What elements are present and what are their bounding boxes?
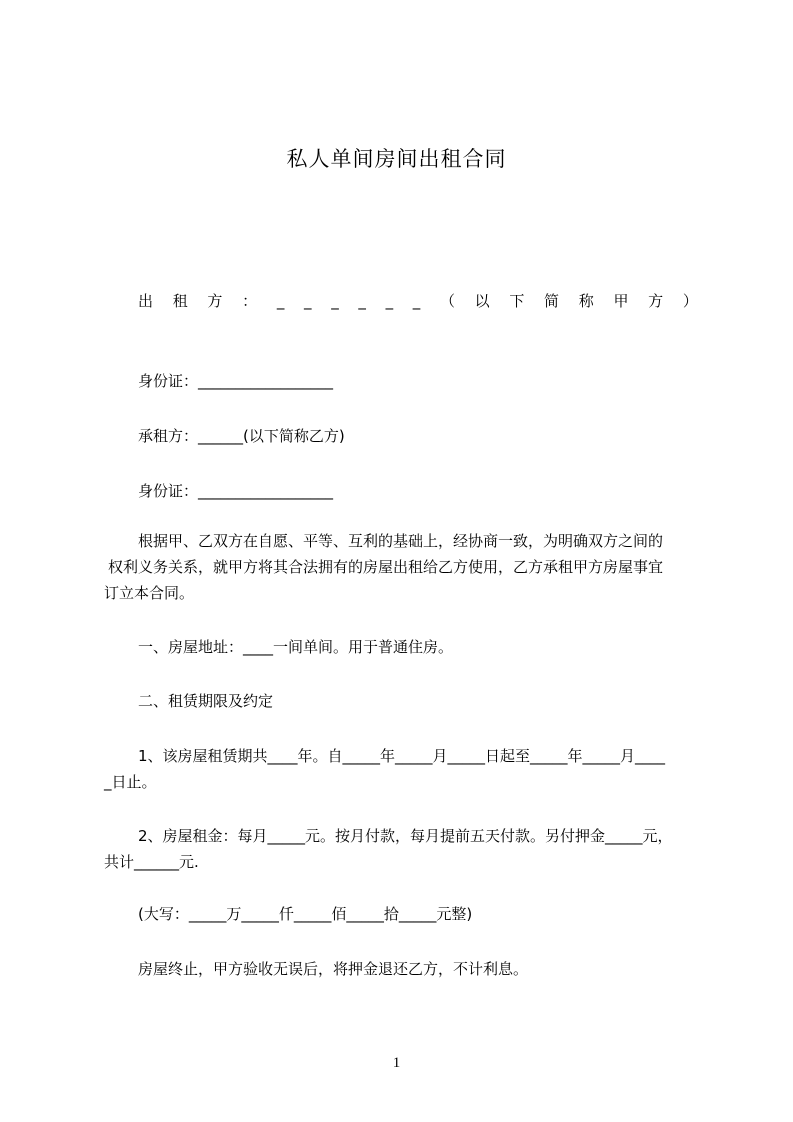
- document-title: 私人单间房间出租合同: [286, 147, 507, 171]
- lessor-char: _: [276, 292, 285, 310]
- lessor-char: _: [412, 292, 421, 310]
- lessor-char: 方: [207, 292, 223, 310]
- lessor-char: 租: [172, 292, 188, 310]
- lessor-char: _: [331, 292, 339, 310]
- intro-line-1: 根据甲、乙双方在自愿、平等、互利的基础上，经协商一致，为明确双方之间的: [138, 532, 664, 550]
- clause-2-heading: 二、租赁期限及约定: [138, 692, 274, 710]
- rent-line-2: 共计______元.: [104, 853, 199, 871]
- term-line-2: _日止。: [104, 773, 157, 791]
- lessor-char: ）: [682, 292, 698, 310]
- clause-1-address: 一、房屋地址：____一间单间。用于普通住房。: [138, 638, 454, 656]
- lessor-char: 出: [138, 292, 154, 310]
- lessor-char: 简: [544, 292, 560, 310]
- lessor-char: 以: [474, 292, 490, 310]
- lessor-line: [138, 290, 698, 312]
- lessor-char: 下: [509, 292, 525, 310]
- lessor-char: 称: [578, 292, 594, 310]
- intro-line-3: 订立本合同。: [104, 584, 195, 602]
- term-line-1: 1、该房屋租赁期共____年。自_____年_____月_____日起至_____年_____月____: [138, 747, 666, 765]
- intro-line-2: 权利义务关系，就甲方将其合法拥有的房屋出租给乙方使用，乙方承租甲方房屋事宜: [108, 558, 664, 576]
- lessor-char: （: [439, 292, 455, 310]
- lessor-id-line: 身份证：__________________: [138, 372, 334, 390]
- lessor-char: 甲: [613, 292, 629, 310]
- lessee-line: 承租方：______(以下简称乙方): [138, 427, 345, 445]
- lessor-char: 方: [648, 292, 664, 310]
- lessor-char: _: [304, 292, 312, 310]
- lessor-char: ：: [242, 292, 258, 310]
- lessor-char: _: [385, 292, 394, 310]
- lessee-id-line: 身份证：__________________: [138, 482, 334, 500]
- deposit-note: 房屋终止，甲方验收无误后，将押金退还乙方，不计利息。: [138, 960, 529, 978]
- lessor-char: _: [358, 292, 366, 310]
- rent-line-1: 2、房屋租金：每月_____元。按月付款，每月提前五天付款。另付押金_____元，: [138, 827, 673, 845]
- rent-capital-line: (大写：_____万_____仟_____佰_____拾_____元整): [138, 905, 473, 923]
- page-number: 1: [392, 1055, 401, 1071]
